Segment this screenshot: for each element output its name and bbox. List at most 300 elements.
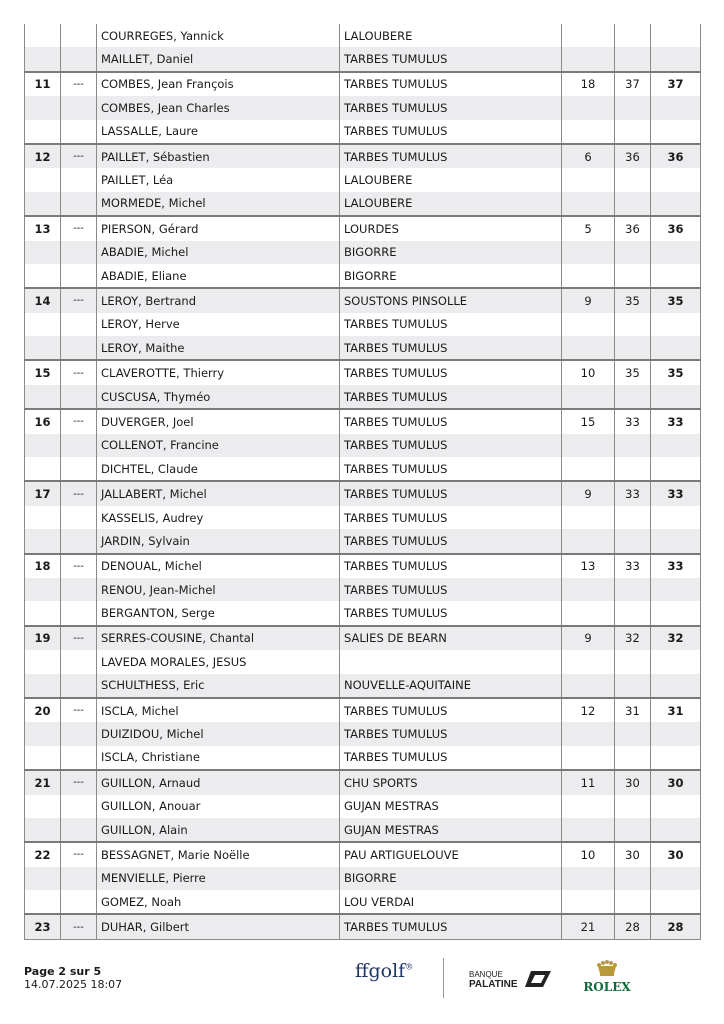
table-row [25, 626, 701, 650]
table-row [25, 313, 701, 336]
rank-cell [25, 795, 61, 818]
rank-cell [25, 264, 61, 288]
club-name: TARBES TUMULUS [340, 457, 562, 481]
club-name: TARBES TUMULUS [340, 722, 562, 745]
handicap-cell: 15 [562, 409, 615, 433]
brut-score [615, 746, 651, 770]
movement-cell [61, 890, 97, 914]
club-name: GUJAN MESTRAS [340, 818, 562, 842]
brut-score: 32 [615, 626, 651, 650]
brut-score [615, 818, 651, 842]
handicap-cell [562, 192, 615, 216]
movement-cell [61, 578, 97, 601]
player-name: MORMEDE, Michel [97, 192, 340, 216]
club-name: TARBES TUMULUS [340, 96, 562, 119]
player-name: PIERSON, Gérard [97, 216, 340, 240]
rank-cell [25, 192, 61, 216]
handicap-cell [562, 241, 615, 264]
table-row [25, 770, 701, 794]
rank-cell [25, 578, 61, 601]
handicap-cell [562, 746, 615, 770]
player-name: LEROY, Bertrand [97, 288, 340, 312]
brut-score: 33 [615, 554, 651, 578]
handicap-cell: 10 [562, 842, 615, 866]
movement-cell [61, 313, 97, 336]
table-row [25, 746, 701, 770]
movement-cell [61, 24, 97, 47]
club-name: TARBES TUMULUS [340, 72, 562, 96]
handicap-cell [562, 96, 615, 119]
page-footer [24, 965, 122, 991]
brut-score [615, 650, 651, 673]
handicap-cell [562, 818, 615, 842]
club-name: TARBES TUMULUS [340, 481, 562, 505]
rank-cell [25, 434, 61, 457]
handicap-cell: 9 [562, 288, 615, 312]
net-score: 37 [651, 72, 701, 96]
brut-score [615, 795, 651, 818]
player-name: MAILLET, Daniel [97, 47, 340, 71]
player-name: JARDIN, Sylvain [97, 529, 340, 553]
rank-cell: 11 [25, 72, 61, 96]
brut-score [615, 264, 651, 288]
club-name: GUJAN MESTRAS [340, 795, 562, 818]
player-name: RENOU, Jean-Michel [97, 578, 340, 601]
handicap-cell: 11 [562, 770, 615, 794]
rolex-logo [578, 960, 636, 994]
table-row [25, 674, 701, 698]
brut-score [615, 385, 651, 409]
rank-cell: 12 [25, 144, 61, 168]
movement-cell [61, 674, 97, 698]
player-name: ISCLA, Michel [97, 698, 340, 722]
net-score [651, 795, 701, 818]
rank-cell [25, 818, 61, 842]
club-name: BIGORRE [340, 241, 562, 264]
movement-cell [61, 120, 97, 144]
logo-divider [443, 958, 444, 998]
rank-cell: 21 [25, 770, 61, 794]
brut-score [615, 674, 651, 698]
player-name: GOMEZ, Noah [97, 890, 340, 914]
brut-score [615, 241, 651, 264]
movement-cell [61, 795, 97, 818]
club-name: TARBES TUMULUS [340, 360, 562, 384]
movement-cell: --- [61, 144, 97, 168]
results-body [25, 24, 701, 939]
handicap-cell [562, 264, 615, 288]
net-score [651, 120, 701, 144]
table-row [25, 192, 701, 216]
brut-score: 28 [615, 914, 651, 939]
page-number: Page 2 sur 5 [24, 965, 102, 978]
net-score [651, 241, 701, 264]
table-row [25, 842, 701, 866]
club-name: CHU SPORTS [340, 770, 562, 794]
brut-score [615, 434, 651, 457]
club-name: TARBES TUMULUS [340, 409, 562, 433]
table-row [25, 144, 701, 168]
handicap-cell [562, 385, 615, 409]
brut-score [615, 24, 651, 47]
rank-cell: 13 [25, 216, 61, 240]
player-name: DENOUAL, Michel [97, 554, 340, 578]
club-name: LOURDES [340, 216, 562, 240]
rank-cell [25, 241, 61, 264]
player-name: SCHULTHESS, Eric [97, 674, 340, 698]
net-score: 33 [651, 409, 701, 433]
brut-score [615, 336, 651, 360]
player-name: PAILLET, Sébastien [97, 144, 340, 168]
club-name: TARBES TUMULUS [340, 385, 562, 409]
net-score [651, 434, 701, 457]
rank-cell: 15 [25, 360, 61, 384]
table-row [25, 698, 701, 722]
handicap-cell: 6 [562, 144, 615, 168]
brut-score: 36 [615, 216, 651, 240]
rank-cell: 17 [25, 481, 61, 505]
net-score [651, 336, 701, 360]
player-name: CUSCUSA, Thyméo [97, 385, 340, 409]
brut-score [615, 529, 651, 553]
net-score [651, 457, 701, 481]
net-score: 36 [651, 144, 701, 168]
brut-score: 35 [615, 288, 651, 312]
handicap-cell: 12 [562, 698, 615, 722]
movement-cell [61, 746, 97, 770]
handicap-cell [562, 47, 615, 71]
banque-palatine-logo [469, 968, 553, 990]
club-name: TARBES TUMULUS [340, 313, 562, 336]
ffgolf-wordmark: ffgolf [355, 960, 406, 982]
club-name: BIGORRE [340, 867, 562, 890]
table-row [25, 506, 701, 529]
club-name: LALOUBERE [340, 168, 562, 191]
handicap-cell [562, 434, 615, 457]
club-name: SOUSTONS PINSOLLE [340, 288, 562, 312]
table-row [25, 120, 701, 144]
net-score [651, 96, 701, 119]
movement-cell: --- [61, 554, 97, 578]
player-name: BERGANTON, Serge [97, 601, 340, 625]
club-name: TARBES TUMULUS [340, 506, 562, 529]
crown-icon [597, 960, 617, 976]
table-row [25, 216, 701, 240]
net-score: 33 [651, 481, 701, 505]
table-row [25, 360, 701, 384]
handicap-cell [562, 890, 615, 914]
handicap-cell [562, 120, 615, 144]
palatine-text: PALATINE [469, 979, 518, 990]
player-name: GUILLON, Anouar [97, 795, 340, 818]
net-score: 32 [651, 626, 701, 650]
player-name: DUVERGER, Joel [97, 409, 340, 433]
net-score [651, 385, 701, 409]
movement-cell [61, 96, 97, 119]
net-score [651, 674, 701, 698]
rank-cell [25, 650, 61, 673]
brut-score: 35 [615, 360, 651, 384]
table-row [25, 288, 701, 312]
brut-score: 33 [615, 481, 651, 505]
rank-cell [25, 722, 61, 745]
club-name: SALIES DE BEARN [340, 626, 562, 650]
rank-cell: 23 [25, 914, 61, 939]
club-name: TARBES TUMULUS [340, 144, 562, 168]
net-score [651, 601, 701, 625]
handicap-cell [562, 867, 615, 890]
movement-cell [61, 650, 97, 673]
brut-score [615, 722, 651, 745]
net-score [651, 47, 701, 71]
net-score: 36 [651, 216, 701, 240]
movement-cell [61, 241, 97, 264]
movement-cell [61, 457, 97, 481]
brut-score [615, 578, 651, 601]
player-name: COMBES, Jean Charles [97, 96, 340, 119]
table-row [25, 168, 701, 191]
table-row [25, 650, 701, 673]
player-name: LEROY, Herve [97, 313, 340, 336]
handicap-cell: 5 [562, 216, 615, 240]
table-row [25, 385, 701, 409]
movement-cell: --- [61, 481, 97, 505]
net-score: 30 [651, 842, 701, 866]
handicap-cell [562, 336, 615, 360]
movement-cell [61, 168, 97, 191]
rank-cell [25, 890, 61, 914]
movement-cell [61, 264, 97, 288]
table-row [25, 72, 701, 96]
player-name: COURREGES, Yannick [97, 24, 340, 47]
net-score [651, 529, 701, 553]
handicap-cell: 9 [562, 481, 615, 505]
movement-cell: --- [61, 698, 97, 722]
net-score: 33 [651, 554, 701, 578]
rank-cell: 14 [25, 288, 61, 312]
rank-cell [25, 47, 61, 71]
player-name: ISCLA, Christiane [97, 746, 340, 770]
brut-score: 36 [615, 144, 651, 168]
rank-cell [25, 385, 61, 409]
table-row [25, 554, 701, 578]
net-score [651, 506, 701, 529]
table-row [25, 481, 701, 505]
brut-score: 37 [615, 72, 651, 96]
movement-cell: --- [61, 360, 97, 384]
table-row [25, 914, 701, 939]
handicap-cell [562, 24, 615, 47]
movement-cell [61, 506, 97, 529]
handicap-cell: 13 [562, 554, 615, 578]
rank-cell [25, 168, 61, 191]
rank-cell [25, 867, 61, 890]
net-score [651, 578, 701, 601]
player-name: KASSELIS, Audrey [97, 506, 340, 529]
movement-cell [61, 529, 97, 553]
handicap-cell [562, 650, 615, 673]
rank-cell [25, 120, 61, 144]
net-score: 35 [651, 288, 701, 312]
movement-cell: --- [61, 914, 97, 939]
brut-score: 30 [615, 842, 651, 866]
rank-cell [25, 313, 61, 336]
club-name: LOU VERDAI [340, 890, 562, 914]
table-row [25, 818, 701, 842]
player-name: MENVIELLE, Pierre [97, 867, 340, 890]
rank-cell: 18 [25, 554, 61, 578]
player-name: SERRES-COUSINE, Chantal [97, 626, 340, 650]
handicap-cell [562, 506, 615, 529]
brut-score [615, 867, 651, 890]
net-score [651, 313, 701, 336]
table-row [25, 241, 701, 264]
movement-cell: --- [61, 216, 97, 240]
brut-score [615, 601, 651, 625]
club-name: TARBES TUMULUS [340, 698, 562, 722]
net-score [651, 24, 701, 47]
brut-score [615, 313, 651, 336]
net-score [651, 867, 701, 890]
player-name: CLAVEROTTE, Thierry [97, 360, 340, 384]
movement-cell: --- [61, 626, 97, 650]
table-row [25, 722, 701, 745]
net-score: 28 [651, 914, 701, 939]
brut-score [615, 96, 651, 119]
movement-cell [61, 601, 97, 625]
movement-cell [61, 818, 97, 842]
player-name: LEROY, Maithe [97, 336, 340, 360]
handicap-cell [562, 795, 615, 818]
print-timestamp: 14.07.2025 18:07 [24, 978, 123, 991]
club-name: TARBES TUMULUS [340, 529, 562, 553]
handicap-cell [562, 457, 615, 481]
movement-cell: --- [61, 842, 97, 866]
club-name: TARBES TUMULUS [340, 746, 562, 770]
player-name: COMBES, Jean François [97, 72, 340, 96]
club-name: TARBES TUMULUS [340, 47, 562, 71]
handicap-cell [562, 601, 615, 625]
rank-cell: 19 [25, 626, 61, 650]
handicap-cell [562, 674, 615, 698]
rolex-text: ROLEX [583, 980, 631, 994]
brut-score [615, 890, 651, 914]
handicap-cell: 21 [562, 914, 615, 939]
handicap-cell [562, 578, 615, 601]
rank-cell [25, 457, 61, 481]
table-row [25, 601, 701, 625]
table-row [25, 434, 701, 457]
club-name: TARBES TUMULUS [340, 336, 562, 360]
player-name: LAVEDA MORALES, JESUS [97, 650, 340, 673]
table-row [25, 795, 701, 818]
handicap-cell [562, 722, 615, 745]
table-row [25, 409, 701, 433]
player-name: COLLENOT, Francine [97, 434, 340, 457]
handicap-cell [562, 529, 615, 553]
rank-cell [25, 601, 61, 625]
handicap-cell: 9 [562, 626, 615, 650]
movement-cell: --- [61, 72, 97, 96]
club-name: LALOUBERE [340, 192, 562, 216]
player-name: PAILLET, Léa [97, 168, 340, 191]
brut-score [615, 120, 651, 144]
net-score [651, 192, 701, 216]
club-name: TARBES TUMULUS [340, 120, 562, 144]
club-name: BIGORRE [340, 264, 562, 288]
player-name: JALLABERT, Michel [97, 481, 340, 505]
player-name: DICHTEL, Claude [97, 457, 340, 481]
net-score [651, 168, 701, 191]
movement-cell [61, 434, 97, 457]
brut-score [615, 168, 651, 191]
rank-cell: 16 [25, 409, 61, 433]
rank-cell: 22 [25, 842, 61, 866]
net-score [651, 722, 701, 745]
net-score [651, 818, 701, 842]
brut-score: 30 [615, 770, 651, 794]
movement-cell [61, 722, 97, 745]
brut-score [615, 192, 651, 216]
club-name: NOUVELLE-AQUITAINE [340, 674, 562, 698]
table-row [25, 457, 701, 481]
table-row [25, 890, 701, 914]
rank-cell [25, 529, 61, 553]
table-row [25, 96, 701, 119]
table-row [25, 24, 701, 47]
table-row [25, 264, 701, 288]
movement-cell [61, 336, 97, 360]
table-row [25, 529, 701, 553]
net-score [651, 650, 701, 673]
table-row [25, 336, 701, 360]
player-name: LASSALLE, Laure [97, 120, 340, 144]
net-score: 31 [651, 698, 701, 722]
handicap-cell: 18 [562, 72, 615, 96]
handicap-cell [562, 168, 615, 191]
rank-cell [25, 336, 61, 360]
handicap-cell [562, 313, 615, 336]
movement-cell: --- [61, 770, 97, 794]
movement-cell [61, 867, 97, 890]
brut-score [615, 506, 651, 529]
player-name: DUIZIDOU, Michel [97, 722, 340, 745]
club-name: TARBES TUMULUS [340, 578, 562, 601]
net-score: 35 [651, 360, 701, 384]
rank-cell [25, 746, 61, 770]
player-name: GUILLON, Alain [97, 818, 340, 842]
results-table [24, 24, 701, 940]
club-name: TARBES TUMULUS [340, 554, 562, 578]
player-name: ABADIE, Eliane [97, 264, 340, 288]
club-name: LALOUBERE [340, 24, 562, 47]
net-score [651, 264, 701, 288]
club-name [340, 650, 562, 673]
movement-cell [61, 192, 97, 216]
table-row [25, 867, 701, 890]
club-name: TARBES TUMULUS [340, 434, 562, 457]
banque-text: BANQUE [469, 970, 503, 979]
movement-cell [61, 385, 97, 409]
rank-cell [25, 24, 61, 47]
movement-cell [61, 47, 97, 71]
brut-score [615, 47, 651, 71]
rank-cell: 20 [25, 698, 61, 722]
rank-cell [25, 674, 61, 698]
brut-score [615, 457, 651, 481]
club-name: TARBES TUMULUS [340, 914, 562, 939]
net-score [651, 746, 701, 770]
